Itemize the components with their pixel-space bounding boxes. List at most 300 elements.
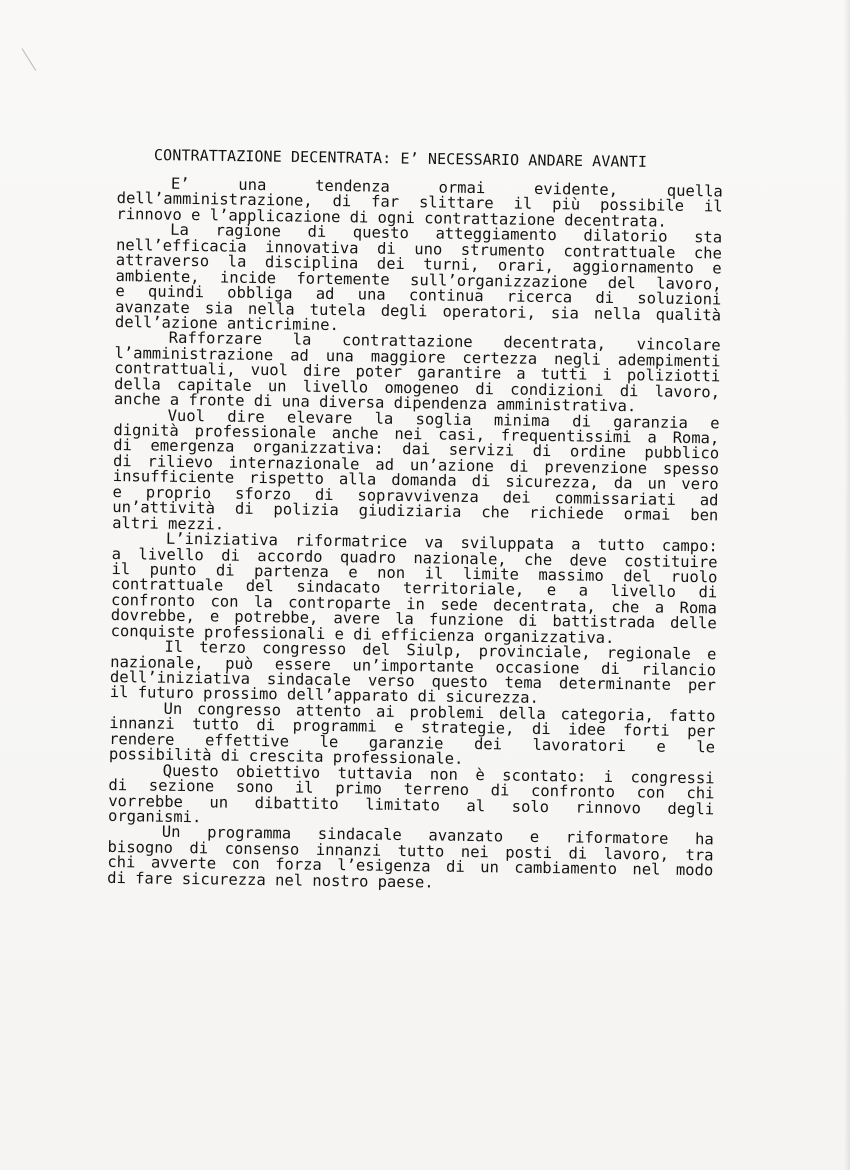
word: quadro: [339, 547, 397, 567]
word: categoria,: [560, 705, 655, 725]
word: dai: [402, 440, 431, 459]
word: anche: [113, 390, 161, 409]
word: che: [693, 243, 723, 263]
paragraph: [111, 531, 718, 648]
word: di: [220, 746, 240, 765]
word: nei: [394, 424, 423, 444]
word: poter: [355, 362, 403, 382]
word: campo:: [661, 536, 718, 556]
word: insufficiente: [112, 467, 235, 487]
word: livello: [610, 582, 677, 602]
word: avanzate: [115, 297, 190, 317]
word: innanzi: [109, 714, 175, 734]
word: punto: [149, 560, 197, 580]
word: ad: [315, 284, 335, 304]
word: riformatore: [565, 828, 669, 849]
word: accordo: [257, 546, 323, 566]
word: e: [394, 718, 404, 737]
word: delle: [669, 614, 717, 633]
word: dilatorio: [583, 226, 668, 247]
word: avanzato: [428, 826, 504, 846]
word: una: [325, 346, 354, 366]
word: anche: [331, 424, 379, 443]
word: partenza: [253, 561, 329, 581]
word: a: [654, 598, 665, 617]
word: Il: [164, 637, 184, 657]
word: maggiore: [370, 347, 446, 367]
word: funzione: [428, 610, 504, 630]
word: ambiente,: [115, 266, 200, 286]
word: richiede: [529, 503, 604, 524]
word: il: [513, 194, 533, 214]
word: proprio: [145, 483, 212, 503]
word: amministrativa.: [496, 395, 637, 416]
word: primo: [335, 779, 383, 798]
word: idee: [568, 720, 606, 740]
word: a: [647, 428, 657, 447]
word: tema: [504, 673, 543, 692]
word: di: [215, 561, 235, 580]
word: il: [703, 197, 723, 216]
word: modo: [675, 861, 714, 880]
word: più: [552, 195, 581, 214]
word: sforzo: [234, 484, 292, 504]
word: Un: [163, 699, 183, 718]
word: non: [377, 563, 406, 582]
word: lavoro,: [656, 274, 722, 294]
word: conquiste: [110, 621, 195, 641]
word: rinnovo: [575, 797, 642, 817]
word: di: [595, 288, 615, 308]
word: dell’apparato: [286, 685, 409, 706]
word: congresso: [196, 700, 282, 720]
word: casi,: [438, 425, 486, 445]
word: e: [529, 828, 540, 847]
word: E’: [170, 174, 190, 194]
word: dei: [502, 488, 531, 507]
word: chi: [686, 784, 715, 803]
word: tutela: [309, 300, 366, 319]
word: di: [332, 192, 352, 211]
word: a: [571, 535, 581, 554]
word: a: [169, 390, 180, 410]
word: questo: [431, 672, 488, 692]
word: di: [314, 485, 334, 504]
word: vero: [681, 475, 719, 494]
word: ai: [375, 702, 395, 721]
word: frequentissimi: [500, 426, 632, 447]
word: garantire: [417, 363, 502, 383]
word: La: [170, 221, 190, 240]
word: determinante: [558, 674, 672, 694]
word: di: [475, 379, 495, 398]
word: elevare: [286, 407, 353, 427]
word: consenso: [224, 839, 300, 859]
word: soglia: [415, 409, 472, 429]
word: garanzie: [368, 733, 444, 753]
word: prossimo: [202, 684, 278, 704]
word: i: [602, 366, 612, 385]
word: livello: [138, 544, 204, 564]
word: tutto: [397, 841, 445, 861]
word: Un: [161, 823, 181, 842]
word: da: [613, 474, 633, 493]
word: ogni: [377, 208, 416, 228]
word: solo: [511, 797, 550, 816]
word: possibilità: [108, 745, 212, 765]
word: contrattuale: [111, 575, 224, 595]
word: dei: [376, 254, 405, 274]
word: garanzia: [613, 412, 689, 432]
word: turni,: [423, 255, 480, 275]
word: e: [209, 607, 220, 626]
word: ad: [375, 455, 395, 474]
word: dire: [302, 361, 341, 381]
word: strumento: [460, 240, 545, 260]
word: nel: [274, 870, 304, 890]
word: potrebbe,: [234, 607, 319, 628]
word: dei: [473, 734, 503, 754]
word: di: [112, 451, 132, 471]
word: e: [348, 563, 358, 582]
document-title: CONTRATTAZIONE DECENTRATA: E’ NECESSARIO ANDARE AVANTI: [153, 146, 648, 171]
word: di: [531, 720, 551, 739]
word: del: [623, 567, 652, 586]
word: le: [319, 732, 339, 751]
word: deve: [569, 550, 607, 570]
word: con: [231, 854, 260, 874]
word: congressi: [630, 767, 715, 788]
word: nazionale,: [413, 548, 507, 568]
word: con: [210, 592, 239, 611]
word: della: [498, 704, 546, 723]
word: e: [112, 482, 123, 501]
word: operatori,: [442, 302, 536, 322]
word: dell’amministrazione,: [116, 189, 313, 211]
word: che: [611, 597, 640, 617]
word: sicurezza: [181, 869, 266, 889]
word: emergenza: [150, 436, 235, 457]
word: in: [406, 594, 426, 614]
word: del: [245, 577, 274, 596]
word: uno: [414, 239, 443, 259]
word: Questo: [162, 761, 219, 781]
word: degli: [667, 799, 715, 818]
paragraph: [112, 408, 720, 540]
scan-mark: [22, 48, 37, 71]
word: professionale.: [332, 748, 464, 769]
paragraph: [108, 763, 715, 833]
word: sicurezza.: [445, 688, 540, 708]
word: e: [710, 413, 720, 432]
word: tuttavia: [337, 763, 413, 783]
word: ben: [690, 506, 719, 525]
word: vuol: [250, 361, 289, 380]
word: Rafforzare: [168, 329, 263, 349]
word: di: [490, 781, 510, 800]
word: limitato: [365, 795, 441, 815]
word: e: [334, 624, 345, 643]
word: una: [238, 175, 267, 195]
word: pubblico: [644, 443, 720, 463]
word: aggiornamento: [572, 257, 694, 278]
paragraph: [115, 222, 722, 339]
paragraph: [109, 701, 716, 771]
word: contrattazione: [341, 331, 473, 352]
word: nazionale,: [110, 652, 204, 672]
word: nell’efficacia: [115, 235, 247, 256]
word: per: [687, 722, 716, 741]
word: atteggiamento: [435, 224, 557, 245]
word: riformatrice: [295, 531, 408, 552]
word: del: [607, 273, 636, 292]
paragraph: [110, 639, 717, 709]
word: programmi: [292, 716, 377, 736]
word: occasione: [495, 657, 580, 678]
word: L’iniziativa: [165, 529, 279, 550]
word: dell’iniziativa: [109, 667, 251, 688]
word: sviluppata: [460, 533, 554, 554]
word: anticrimine.: [226, 314, 340, 335]
word: nella: [247, 299, 295, 318]
word: può: [225, 654, 254, 673]
word: la: [227, 252, 247, 272]
word: l’amministrazione: [114, 343, 274, 365]
word: crescita: [248, 747, 324, 767]
word: contrattazione: [424, 209, 556, 229]
word: possibile: [599, 196, 685, 216]
word: bisogno: [107, 837, 174, 857]
word: di: [349, 208, 369, 227]
word: innanzi: [315, 840, 382, 860]
word: dipendenza: [393, 394, 488, 414]
word: cambiamento: [514, 858, 618, 879]
word: sindacale: [317, 825, 402, 845]
word: a: [516, 364, 526, 383]
word: tendenza: [315, 176, 390, 196]
word: quindi: [147, 282, 205, 302]
word: terreno: [403, 780, 470, 800]
word: condizioni: [510, 380, 604, 400]
word: dibattito: [254, 793, 339, 813]
word: Vuol: [167, 406, 206, 425]
word: chi: [107, 853, 136, 872]
word: programma: [207, 823, 292, 843]
word: professionali: [203, 622, 326, 643]
word: poliziotti: [626, 366, 721, 386]
word: evidente,: [533, 179, 619, 199]
word: forti: [622, 721, 670, 741]
word: che: [524, 550, 553, 569]
word: di: [234, 499, 254, 519]
word: l’applicazione: [209, 206, 341, 226]
word: il: [111, 559, 131, 579]
word: scontato:: [502, 766, 587, 786]
word: effettive: [204, 731, 290, 751]
word: domanda: [391, 471, 457, 491]
word: incide: [219, 268, 277, 287]
word: decentrata,: [493, 596, 596, 616]
word: organizzativa:: [252, 438, 384, 459]
word: ragione: [215, 221, 282, 241]
word: un: [480, 858, 499, 877]
word: vincolare: [636, 335, 721, 355]
word: un’importante: [352, 655, 474, 676]
word: e: [656, 737, 666, 756]
word: di: [518, 611, 538, 631]
word: lavoro,: [603, 844, 670, 864]
word: di: [532, 442, 552, 461]
word: controparte: [288, 593, 391, 613]
word: organismi.: [107, 806, 202, 827]
word: sono: [235, 777, 274, 797]
word: un’attività: [112, 498, 216, 518]
word: una: [281, 392, 310, 411]
paragraph: [107, 824, 714, 894]
word: e: [115, 282, 125, 301]
word: un’azione: [409, 455, 495, 476]
word: ormai: [438, 178, 486, 198]
word: di: [253, 392, 273, 411]
word: sede: [440, 595, 478, 614]
word: orari,: [497, 256, 555, 276]
word: una: [357, 285, 386, 304]
word: tutto: [192, 715, 240, 735]
word: internazionale: [228, 453, 360, 474]
word: di: [471, 472, 491, 491]
word: territoriale,: [402, 579, 525, 600]
word: contrattuali,: [114, 359, 236, 379]
word: di: [600, 659, 620, 678]
word: fronte: [188, 391, 245, 410]
word: sindacato: [296, 577, 381, 598]
word: un: [647, 474, 667, 494]
word: e: [546, 581, 557, 600]
word: fare: [135, 869, 173, 888]
word: tra: [685, 845, 714, 865]
word: battistrada: [552, 612, 656, 632]
word: giudiziaria: [358, 501, 462, 522]
word: nel: [632, 860, 661, 879]
word: ormai: [623, 505, 671, 524]
word: nostro: [312, 871, 369, 891]
word: attento: [295, 701, 362, 721]
word: rendere: [109, 729, 175, 749]
word: posti: [505, 843, 553, 862]
word: soluzioni: [637, 289, 722, 309]
word: il: [109, 683, 129, 702]
word: a: [111, 544, 122, 563]
word: di: [256, 716, 276, 735]
word: di: [113, 436, 133, 455]
word: di: [509, 457, 529, 476]
page-edge-shadow: [844, 0, 850, 1170]
word: rilancio: [641, 659, 717, 679]
word: di: [307, 222, 327, 242]
word: sicurezza,: [505, 472, 599, 493]
word: di: [445, 857, 465, 877]
word: verso: [367, 671, 415, 691]
word: lavoratori: [532, 735, 627, 755]
word: avverte: [150, 853, 217, 873]
word: ruolo: [670, 567, 718, 587]
word: spesso: [662, 459, 720, 479]
word: e: [706, 645, 717, 664]
word: avere: [333, 609, 381, 628]
word: terzo: [199, 638, 247, 657]
word: rispetto: [249, 469, 324, 489]
word: costituire: [624, 551, 718, 571]
word: al: [466, 796, 486, 815]
word: e: [190, 205, 201, 225]
word: efficienza: [381, 625, 475, 645]
word: la: [374, 409, 394, 428]
word: l’esigenza: [337, 856, 431, 876]
word: è: [475, 765, 485, 784]
word: dell’azione: [114, 312, 218, 333]
word: limite: [462, 564, 520, 584]
word: Siulp,: [406, 641, 463, 660]
word: la: [292, 330, 312, 350]
word: di: [189, 838, 209, 858]
word: far: [370, 192, 400, 212]
word: Roma,: [672, 428, 720, 448]
word: rilievo: [147, 452, 214, 472]
word: omogeneo: [384, 378, 460, 398]
document-body: [107, 176, 723, 895]
word: congresso: [262, 639, 347, 659]
word: sopravvivenza: [357, 486, 479, 506]
word: rinnovo: [116, 204, 182, 224]
word: nella: [593, 304, 641, 323]
word: le: [696, 737, 716, 757]
word: massimo: [538, 565, 604, 585]
word: della: [113, 374, 161, 394]
word: altri: [112, 513, 159, 533]
word: di: [698, 583, 718, 602]
word: fatto: [668, 706, 716, 726]
word: attraverso: [115, 251, 210, 271]
word: questo: [352, 223, 409, 243]
word: sia: [204, 298, 234, 318]
word: adempimenti: [617, 350, 721, 371]
word: sindacale: [266, 670, 352, 690]
word: confronto: [110, 590, 196, 610]
word: ordine: [569, 442, 627, 462]
word: sezione: [148, 776, 215, 796]
word: paese.: [377, 872, 434, 892]
word: organizzativa.: [483, 626, 615, 647]
word: di: [221, 545, 240, 565]
paragraph: [116, 176, 723, 231]
word: innovativa: [265, 237, 359, 258]
word: ricerca: [506, 287, 573, 307]
word: quella: [666, 181, 723, 201]
word: a: [578, 581, 589, 600]
word: professionale: [194, 422, 317, 442]
word: va: [424, 533, 444, 552]
word: essere: [274, 654, 331, 674]
word: strategie,: [420, 718, 515, 738]
word: con: [636, 783, 665, 802]
word: continua: [408, 286, 484, 306]
word: minima: [493, 410, 551, 430]
word: tutto: [597, 535, 645, 555]
word: contrattuale: [563, 241, 676, 262]
word: ad: [290, 346, 309, 365]
word: di: [568, 844, 588, 863]
word: sia: [550, 303, 580, 322]
